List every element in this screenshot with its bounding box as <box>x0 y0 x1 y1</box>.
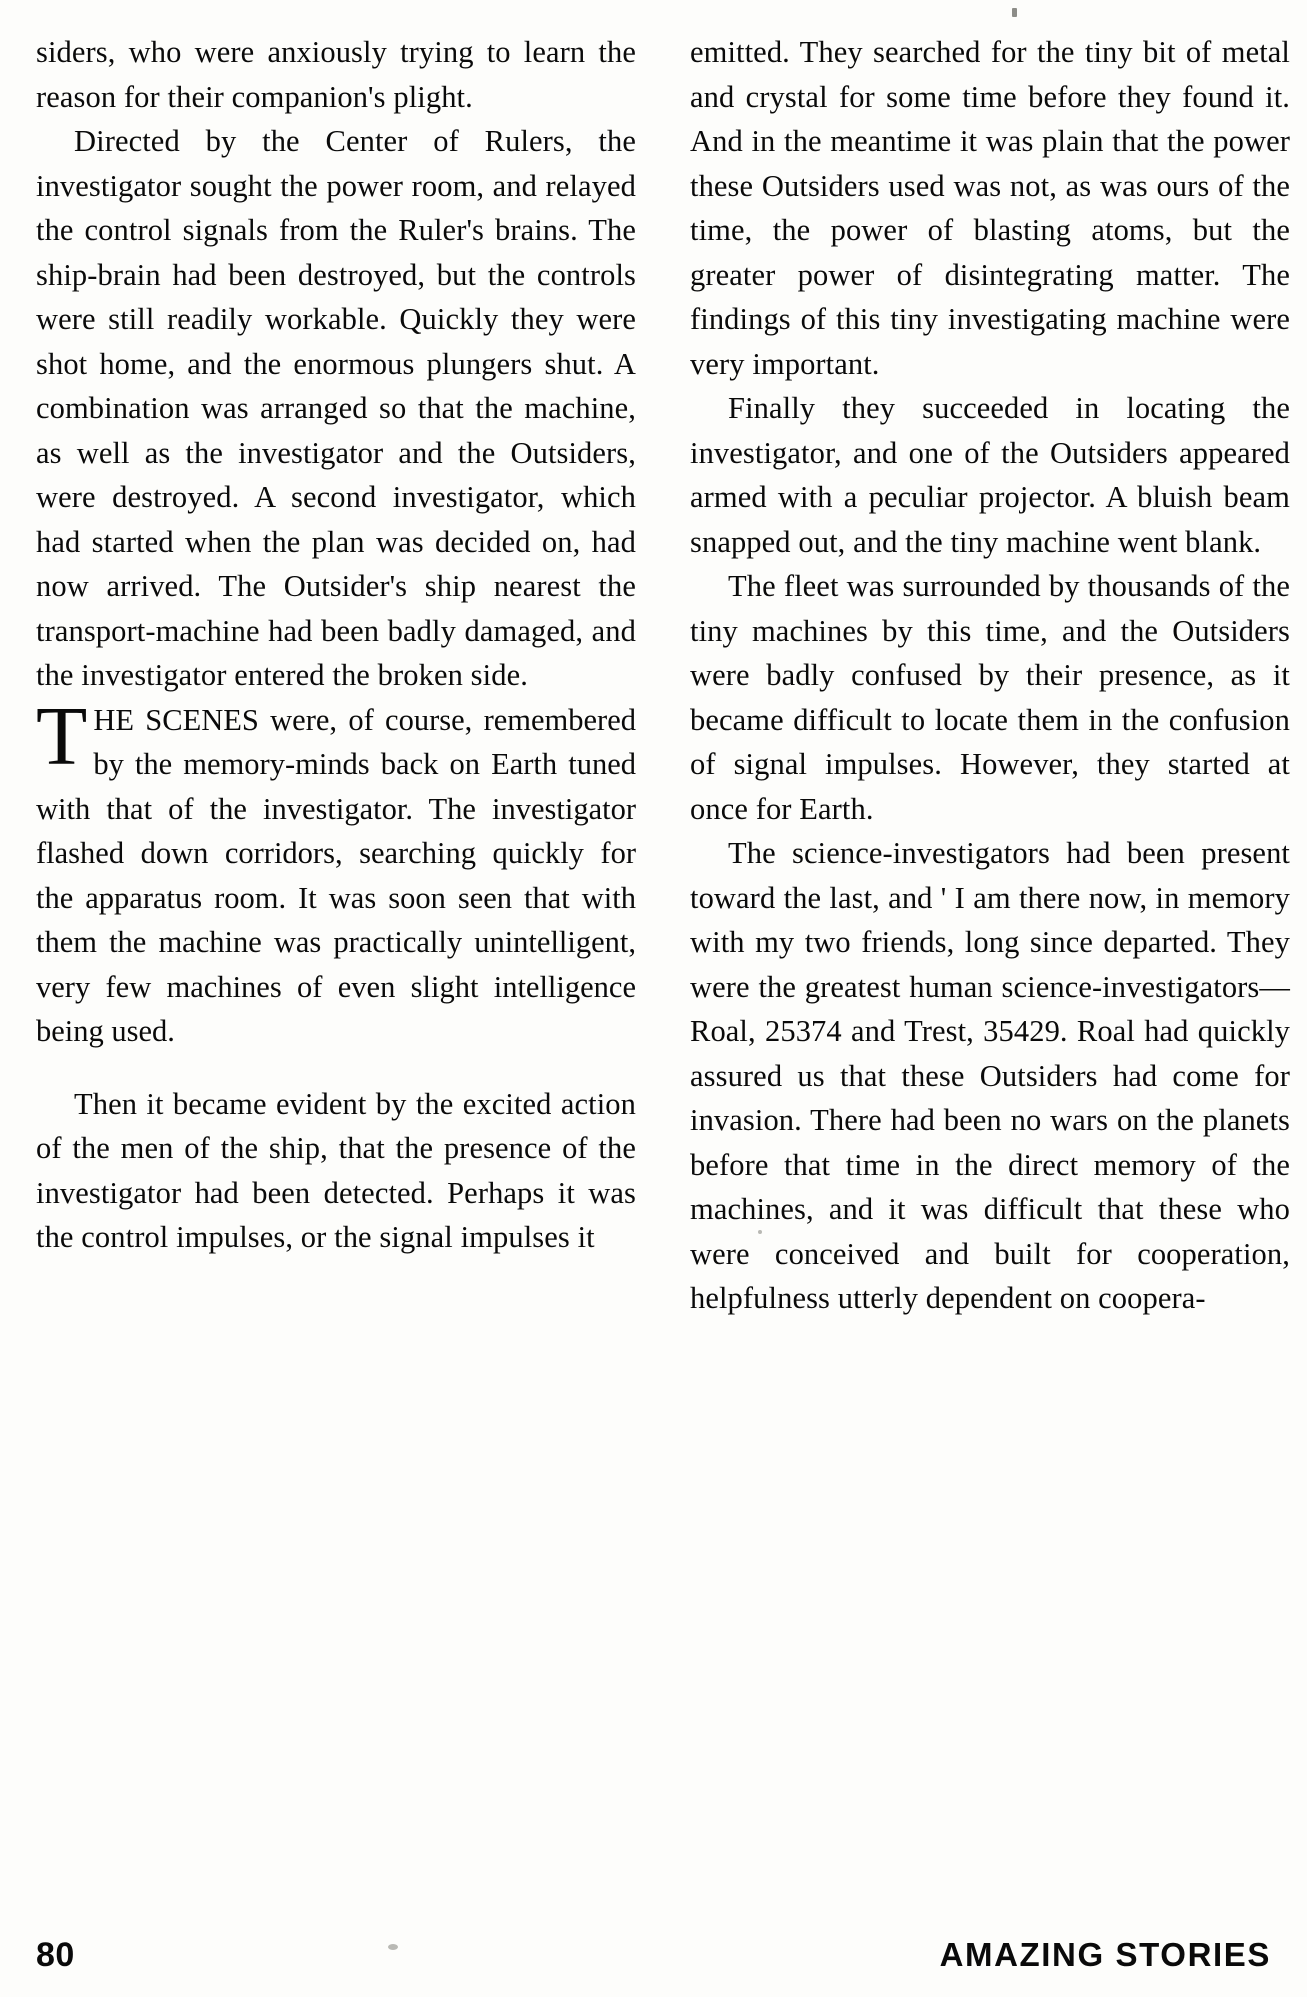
paragraph: siders, who were anxiously trying to learn the reason for their companion's plight. <box>36 35 636 114</box>
paragraph: Directed by the Center of Rulers, the investigator sought the power room, and relayed the control signals from the Ruler's brains. The ship-brain had been destroyed, but the controls were still readily workable. Quickly they were shot home, and the enormous plungers shut. A combination was arranged so that the machine, as well as the investigator and the Outsiders, were destroyed. A second investigator, which had started when the plan was decided on, had now arrived. The Outsider's ship nearest the transport-machine had been badly damaged, and the investigator entered the broken side. <box>36 124 636 692</box>
paragraph: The fleet was surrounded by thousands of the tiny machines by this time, and the Outsiders were badly confused by their presence, as it became difficult to locate them in the confusion of signal impulses. However, they started at once for Earth. <box>690 569 1290 826</box>
paragraph: Then it became evident by the excited action of the men of the ship, that the presence of the investigator had been detected. Perhaps it was the control impulses, or the signal impulses it <box>36 1086 636 1254</box>
drop-cap-letter: T <box>36 689 88 783</box>
two-column-text-body <box>36 30 1290 1875</box>
page-number: 80 <box>36 1936 75 1974</box>
paragraph-body: were, of course, remembered by the memory-minds back on Earth tuned with that of the investigator. The investigator flashed down corridors, searching quickly for the apparatus room. It was soon seen that with them the machine was practically unintelligent, very few machines of even slight intelligence being used. <box>36 702 636 1048</box>
paper-speck-icon <box>758 1230 762 1234</box>
paragraph: Finally they succeeded in locating the investigator, and one of the Outsiders appeared armed with a peculiar projector. A bluish beam snapped out, and the tiny machine went blank. <box>690 391 1290 559</box>
paragraph-with-dropcap <box>36 689 636 1054</box>
paragraph: emitted. They searched for the tiny bit of metal and crystal for some time before they found it. And in the meantime it was plain that the power these Outsiders used was not, as was ours of the time, the power of blasting atoms, but the greater power of disintegrating matter. The findings of this tiny investigating machine were very important. <box>690 35 1290 381</box>
right-column <box>690 30 1290 1875</box>
left-column <box>36 30 636 1875</box>
paragraph: The science-investigators had been present toward the last, and ' I am there now, in memory with my two friends, long since departed. They were the greatest human science-investigators—Roal, 25374 and Trest, 35429. Roal had quickly assured us that these Outsiders had come for invasion. There had been no wars on the planets before that time in the direct memory of the machines, and it was difficult that these who were conceived and built for cooperation, helpfulness utterly dependent on coopera- <box>690 836 1290 1315</box>
page-footer <box>36 1936 1271 1975</box>
paper-speck-icon <box>1012 8 1017 17</box>
small-caps-lead-in: HE SCENES <box>93 702 259 737</box>
running-title: AMAZING STORIES <box>939 1936 1271 1973</box>
